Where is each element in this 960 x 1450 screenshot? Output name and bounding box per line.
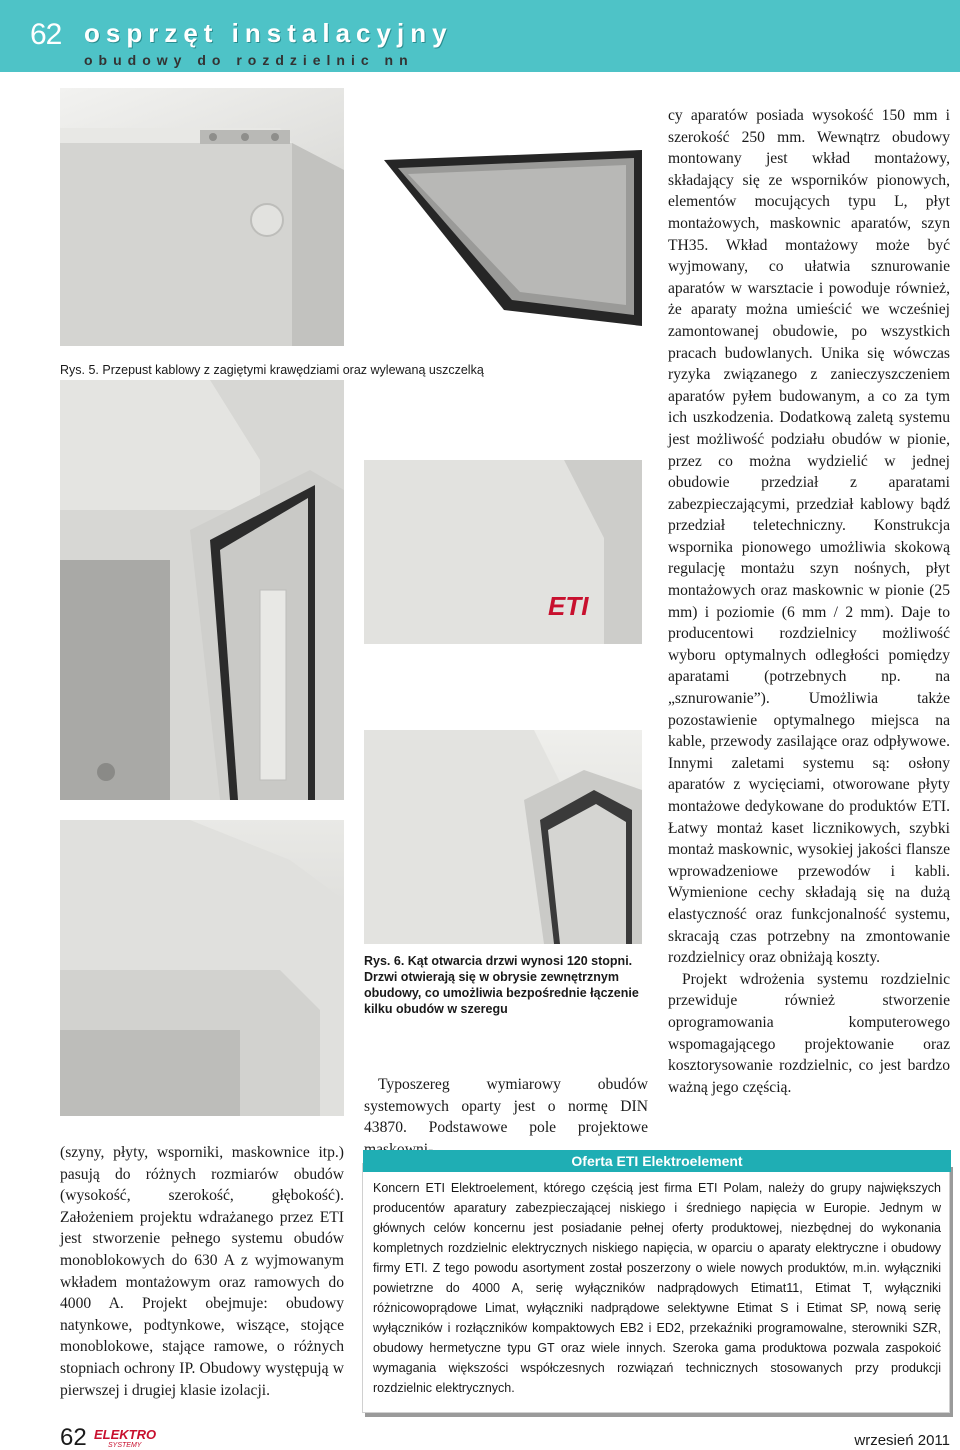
offer-box — [362, 1153, 950, 1413]
header-title: osprzęt instalacyjny — [84, 18, 453, 48]
page-header — [0, 0, 960, 72]
eti-logo: ETI — [548, 591, 589, 621]
lower-cabinet-photo — [60, 820, 344, 1116]
door-opening-photo — [364, 730, 642, 944]
cable-gland-photo — [60, 88, 344, 346]
eti-cabinet-photo — [364, 460, 642, 644]
right-column-text — [668, 105, 950, 1098]
footer-date: wrzesień 2011 — [854, 1432, 950, 1449]
paragraph: Projekt wdrożenia systemu rozdzielnic przewiduje również stworzenie oprogramowania komputerowego wspomagającego projektowanie oraz kosztorysowanie rozdzielnic, co jest bardzo ważną jego częścią. — [668, 970, 950, 1096]
logo-text: ELEKTRO — [94, 1428, 157, 1442]
header-subtitle: obudowy do rozdzielnic nn — [84, 52, 414, 68]
offer-title: Oferta ETI Elektroelement — [363, 1150, 951, 1172]
open-cabinet-photo — [60, 380, 344, 800]
gasket-photo — [364, 150, 642, 326]
logo-subtext: SYSTEMY — [108, 1442, 142, 1448]
middle-column-text — [364, 1074, 648, 1160]
footer-page-number: 62 — [60, 1424, 87, 1450]
left-column-text — [60, 1142, 344, 1401]
elektro-systemy-logo — [94, 1428, 184, 1448]
paragraph: (szyny, płyty, wsporniki, maskownice itp.) pasują do różnych rozmiarów obudów (wysokość, szerokość, głębokość). Założeniem projektu wdrażanego przez ETI jest stworzenie pełnego systemu obudów monoblokowych do 630 A z wyjmowanym wkładem montażowym oraz ramowych do 4000 A. Projekt obejmuje: obudowy natynkowe, podtynkowe, wiszące, stojące monoblokowe, stające ramowe, o różnych stopniach ochrony IP. Obudowy występują w pierwszej i drugiej klasie izolacji. — [60, 1144, 344, 1399]
paragraph: Typoszereg wymiarowy obudów systemowych oparty jest o normę DIN 43870. Podstawowe pole projektowe — [364, 1076, 648, 1137]
paragraph: cy aparatów posiada wysokość 150 mm i szerokość 250 mm. Wewnątrz obudowy montowany jest wkład montażowy, składający się ze wsporników pionowych, elementów mocujących typu L, płyt montażowych, maskownic aparatów, szyn TH35. Wkład montażowy może być wyjmowany, co ułatwia sznurowanie aparatów w warsztacie i powoduje również, że aparaty można umieścić we wcześniej zamontowanej obudowie, po wszystkich pracach budowlanych. Unika się wówczas ryzyka związanego z zanieczyszczeniem aparatów pyłem budowanym, a co za tym ich uszkodzenia. Dodatkową zaletą systemu jest możliwość podziału obudów w pionie, przez co można wydzielić w jednej obudowie przedział z aparatami zabezpieczającymi, przedział kablowy bądź przedział teletechniczny. Konstrukcja wspornika pionowego umożliwia skokową regulację montażu szyn nośnych, płyt montażowych oraz maskownic w pionie (25 mm) i poziomie (6 mm / 2 mm). Daje to producentowi rozdzielnicy możliwość wyboru optymalnych odległości pomiędzy aparatami (potrzebnych np. na „sznurowanie”). Umożliwia także pozostawienie optymalnego miejsca na kable, przewody zasilające oraz odpływowe. Innymi zaletami systemu są: osłony aparatów z wycięciami, otworowane płyty montażowe dedykowane do produktów ETI. Łatwy montaż kaset licznikowych, szybki montaż maskownic, wysokiej jakości flansze wprowadzeniowe przewodów i kabli. Wymienione cechy składają się na dużą elastyczność oraz funkcjonalność systemu, skracają czas potrzebny na zmontowanie rozdzielnicy oraz obniżają koszty. — [668, 107, 950, 967]
figure-6-caption: Rys. 6. Kąt otwarcia drzwi wynosi 120 stopni. Drzwi otwierają się w obrysie zewnętrznym obudowy, co umożliwia bezpośrednie łączenie kilku obudów w szeregu — [364, 954, 639, 1016]
figure-5-caption: Rys. 5. Przepust kablowy z zagiętymi krawędziami oraz wylewaną uszczelką — [60, 363, 484, 377]
offer-text: Koncern ETI Elektroelement, którego częścią jest firma ETI Polam, należy do grupy największych producentów aparatury zabezpieczającej niskiego i średniego napięcia w Europie. Jednym w głównych celów koncernu jest posiadanie pełnej oferty produktowej, niezbędnej do wykonania kompletnych rozdzielnic elektrycznych niskiego napięcia, w oparciu o aparaty elektryczne i obudowy firmy ETI. Z tego powodu asortyment został poszerzony o wiele nowych produktów, m.in. wyłączniki powietrzne do 4000 A, serię wyłączników nadprądowych Etimat11, Etimat T, wyłączniki różnicowoprądowe Limat, wyłączniki nadprądowe selektywne Etimat S i Etimat SP, nową serię wyłączników i rozłączników kompaktowych EB2 i ED2, przekaźniki programowalne, sterowniki SZR, obudowy hermetyczne typu GT oraz wiele innych. Szeroka gama produktowa pozwala zaspokoić wymagania większości współczesnych rozwiązań technicznych stosowanych przy produkcji rozdzielnic elektrycznych. — [373, 1181, 941, 1395]
header-page-number: 62 — [30, 18, 62, 51]
